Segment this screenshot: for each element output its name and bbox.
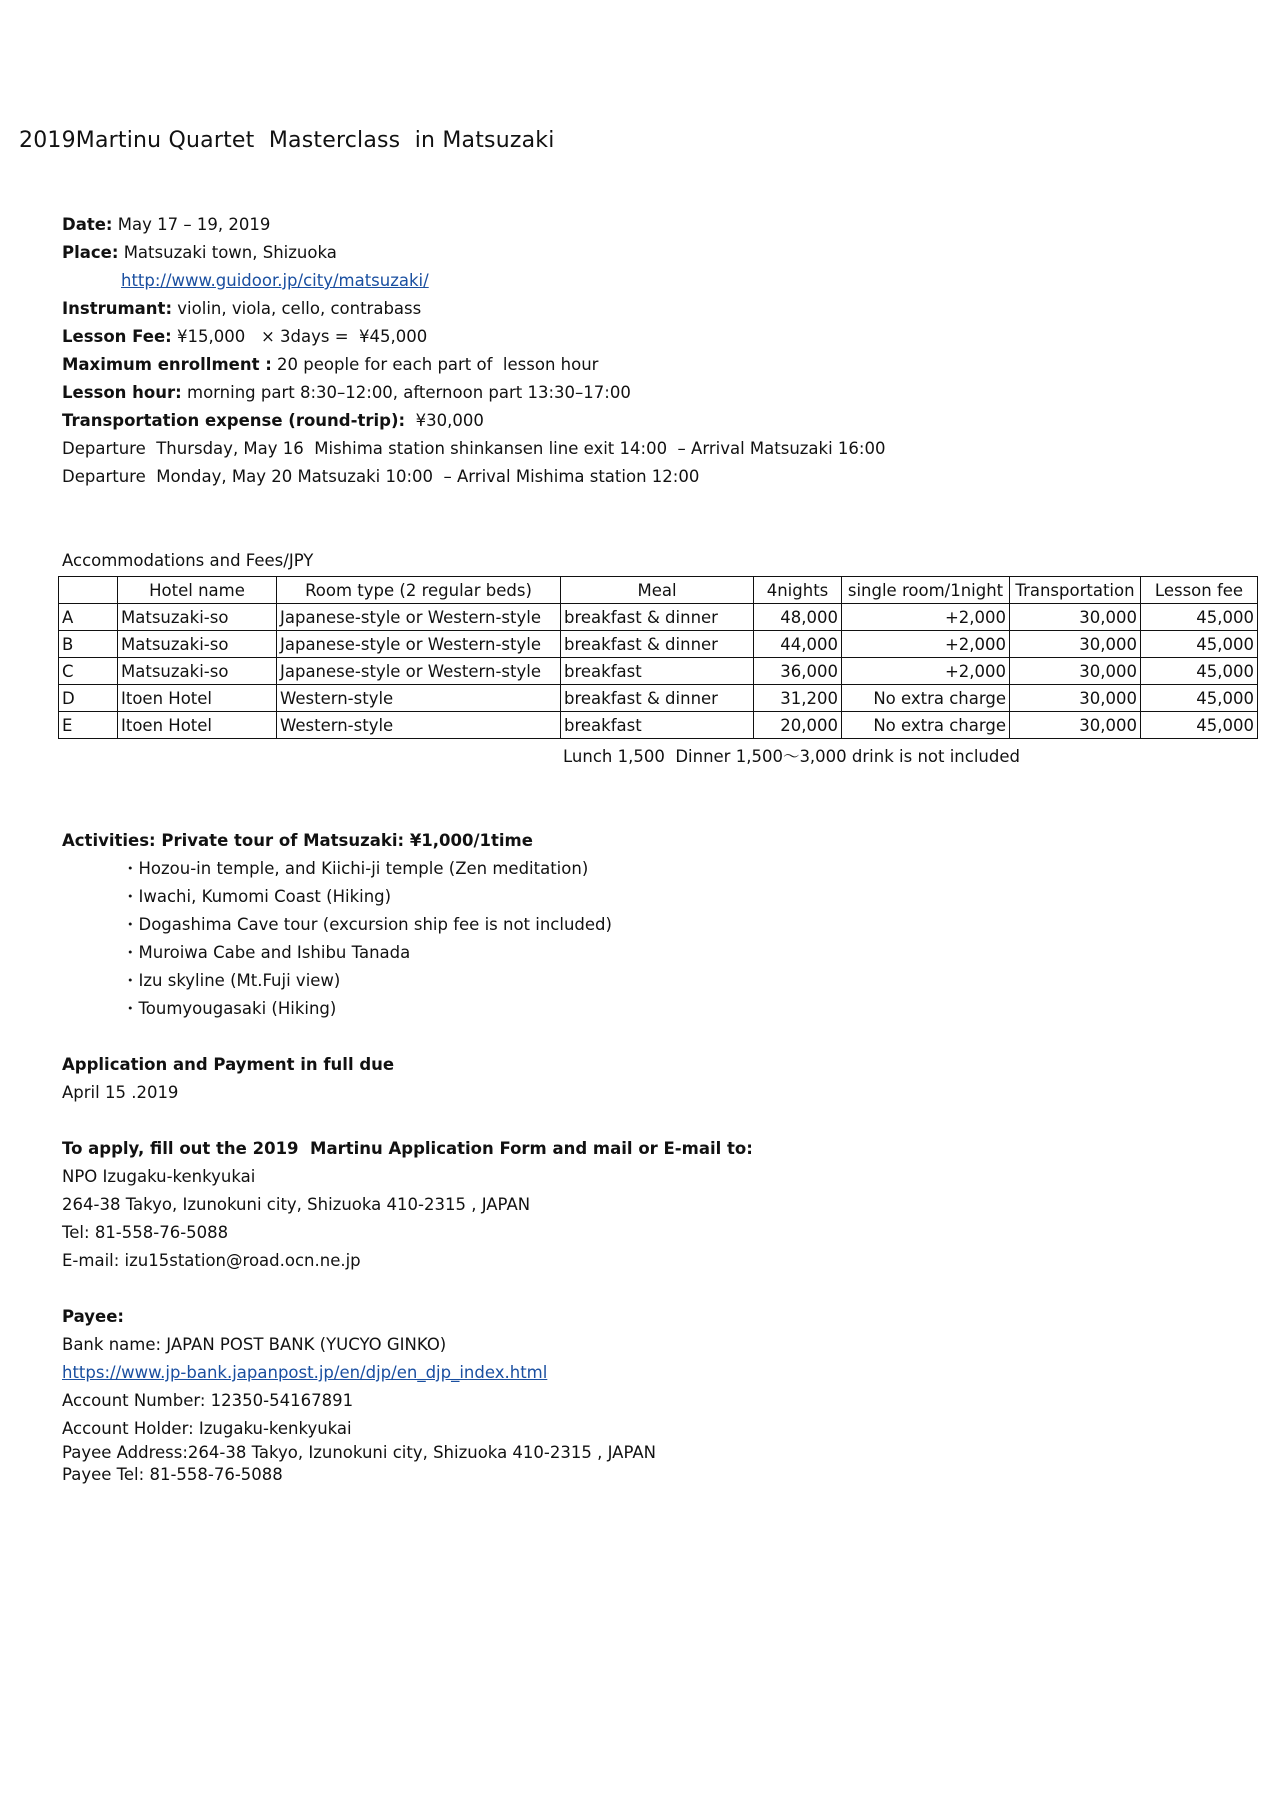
fee-label: Lesson Fee: [62,327,172,346]
table-cell: Itoen Hotel [118,712,277,739]
table-cell: Western-style [277,685,561,712]
table-cell: 30,000 [1010,604,1141,631]
table-cell: Matsuzaki-so [118,604,277,631]
table-cell: D [59,685,118,712]
table-cell: breakfast & dinner [561,631,754,658]
table-cell: 30,000 [1010,685,1141,712]
apply-org: NPO Izugaku-kenkyukai [62,1167,256,1186]
apply-address: 264-38 Takyo, Izunokuni city, Shizuoka 410-2315 , JAPAN [62,1195,531,1214]
transport-line [62,410,484,432]
transport-value: ¥30,000 [405,411,484,430]
table-row [59,712,1258,739]
payee-heading: Payee: [62,1307,125,1326]
table-row [59,685,1258,712]
table-cell: 20,000 [754,712,842,739]
activity-item: ・Hozou-in temple, and Kiichi-ji temple (Zen meditation) [122,859,589,878]
table-cell: 45,000 [1141,685,1258,712]
departure-line-2: Departure Monday, May 20 Matsuzaki 10:00 – Arrival Mishima station 12:00 [62,467,700,486]
fee-value: ¥15,000 × 3days = ¥45,000 [171,327,428,346]
table-cell: Western-style [277,712,561,739]
payee-account-holder: Account Holder: Izugaku-kenkyukai [62,1419,352,1438]
enrollment-label: Maximum enrollment : [62,355,272,374]
table-cell: 45,000 [1141,658,1258,685]
table-cell: 30,000 [1010,712,1141,739]
header-cell: Hotel name [118,577,277,604]
table-cell: 48,000 [754,604,842,631]
place-line [62,242,337,264]
table-cell: Itoen Hotel [118,685,277,712]
place-value: Matsuzaki town, Shizuoka [118,243,337,262]
instrument-label: Instrumant: [62,299,173,318]
table-header-row [59,577,1258,604]
table-cell: breakfast [561,658,754,685]
table-cell: breakfast & dinner [561,604,754,631]
table-cell: +2,000 [842,604,1010,631]
table-cell: 44,000 [754,631,842,658]
table-cell: B [59,631,118,658]
instrument-value: violin, viola, cello, contrabass [172,299,422,318]
fee-line [62,326,427,348]
lesson-hour-value: morning part 8:30–12:00, afternoon part 13:30–17:00 [181,383,631,402]
activity-item: ・Izu skyline (Mt.Fuji view) [122,971,341,990]
header-cell [59,577,118,604]
table-row [59,604,1258,631]
transport-label: Transportation expense (round-trip): [62,411,406,430]
place-link[interactable]: http://www.guidoor.jp/city/matsuzaki/ [121,271,429,290]
apply-email[interactable]: E-mail: izu15station@road.ocn.ne.jp [62,1251,361,1270]
instrument-line [62,298,421,320]
table-cell: 30,000 [1010,658,1141,685]
table-cell: Matsuzaki-so [118,631,277,658]
payee-account-number: Account Number: 12350-54167891 [62,1391,354,1410]
table-row [59,658,1258,685]
apply-heading: To apply, fill out the 2019 Martinu Application Form and mail or E-mail to: [62,1139,753,1158]
table-cell: Matsuzaki-so [118,658,277,685]
header-cell: single room/1night [842,577,1010,604]
table-cell: breakfast & dinner [561,685,754,712]
application-due-date: April 15 .2019 [62,1083,179,1102]
table-cell: +2,000 [842,631,1010,658]
table-cell: No extra charge [842,685,1010,712]
header-cell: Lesson fee [1141,577,1258,604]
payee-bank-link[interactable]: https://www.jp-bank.japanpost.jp/en/djp/en_djp_index.html [62,1363,548,1382]
date-label: Date: [62,215,113,234]
table-cell: Japanese-style or Western-style [277,658,561,685]
header-cell: Room type (2 regular beds) [277,577,561,604]
table-cell: 36,000 [754,658,842,685]
departure-line-1: Departure Thursday, May 16 Mishima station shinkansen line exit 14:00 – Arrival Matsuzaki 16:00 [62,439,886,458]
activity-item: ・Muroiwa Cabe and Ishibu Tanada [122,943,411,962]
enrollment-value: 20 people for each part of lesson hour [271,355,599,374]
table-cell: Japanese-style or Western-style [277,631,561,658]
payee-address: Payee Address:264-38 Takyo, Izunokuni city, Shizuoka 410-2315 , JAPAN [62,1443,656,1462]
table-cell: +2,000 [842,658,1010,685]
apply-tel: Tel: 81-558-76-5088 [62,1223,229,1242]
accommodations-heading: Accommodations and Fees/JPY [62,551,314,570]
table-cell: E [59,712,118,739]
header-cell: Meal [561,577,754,604]
activity-item: ・Dogashima Cave tour (excursion ship fee is not included) [122,915,612,934]
table-cell: 45,000 [1141,712,1258,739]
payee-tel: Payee Tel: 81-558-76-5088 [62,1465,283,1484]
meal-note: Lunch 1,500 Dinner 1,500〜3,000 drink is not included [563,747,1020,766]
table-cell: Japanese-style or Western-style [277,604,561,631]
activities-heading: Activities: Private tour of Matsuzaki: ¥1,000/1time [62,831,533,850]
activity-item: ・Toumyougasaki (Hiking) [122,999,337,1018]
enrollment-line [62,354,598,376]
date-value: May 17 – 19, 2019 [112,215,271,234]
table-cell: No extra charge [842,712,1010,739]
header-cell: 4nights [754,577,842,604]
page-title: 2019Martinu Quartet Masterclass in Matsuzaki [19,128,555,153]
date-line [62,214,270,236]
table-row [59,631,1258,658]
table-cell: C [59,658,118,685]
table-cell: 45,000 [1141,604,1258,631]
payee-bank: Bank name: JAPAN POST BANK (YUCYO GINKO) [62,1335,447,1354]
place-label: Place: [62,243,119,262]
application-heading: Application and Payment in full due [62,1055,395,1074]
header-cell: Transportation [1010,577,1141,604]
table-cell: breakfast [561,712,754,739]
table-cell: 30,000 [1010,631,1141,658]
table-cell: 45,000 [1141,631,1258,658]
table-cell: 31,200 [754,685,842,712]
lesson-hour-line [62,382,631,404]
lesson-hour-label: Lesson hour: [62,383,182,402]
activity-item: ・Iwachi, Kumomi Coast (Hiking) [122,887,392,906]
table-cell: A [59,604,118,631]
accommodations-table [58,576,1258,739]
